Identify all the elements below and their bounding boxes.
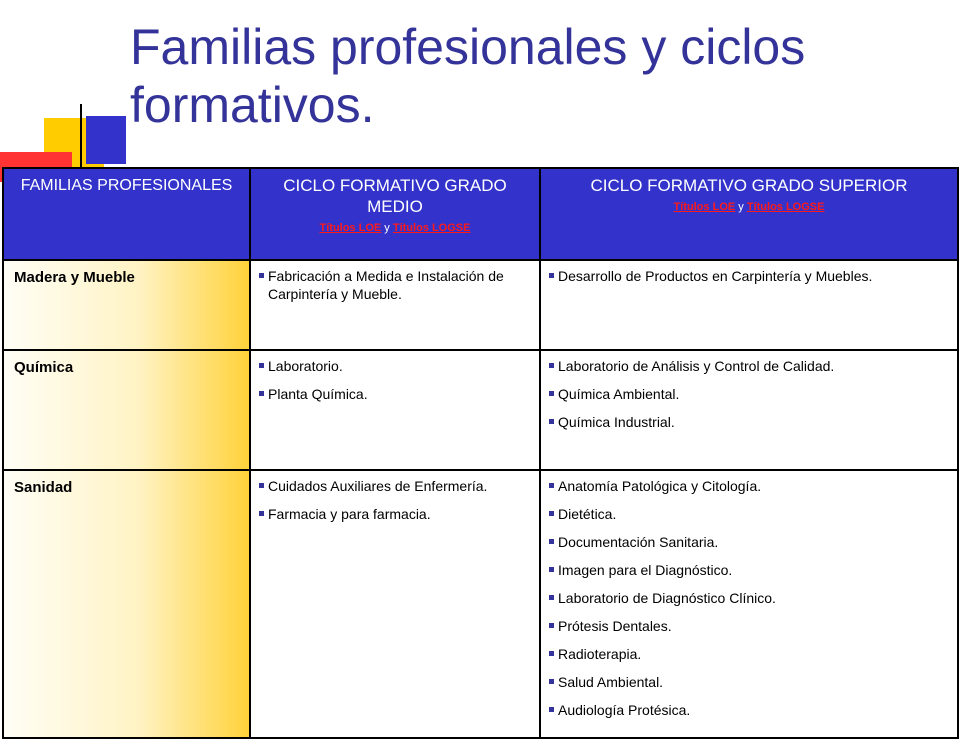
header-medium-label: CICLO FORMATIVO GRADO MEDIO — [283, 176, 507, 216]
header-superior — [540, 168, 958, 260]
medium-cell — [250, 260, 540, 350]
cycles-table — [2, 167, 959, 739]
links-separator: y — [738, 201, 744, 213]
list-item: Laboratorio de Diagnóstico Clínico. — [549, 589, 949, 607]
list-item: Prótesis Dentales. — [549, 617, 949, 635]
list-item: Química Ambiental. — [549, 385, 949, 403]
table-row — [3, 260, 958, 350]
table-row — [3, 470, 958, 738]
table-header-row — [3, 168, 958, 260]
link-titulos-loe-superior[interactable]: Títulos LOE — [673, 201, 736, 213]
header-medium-links — [257, 221, 533, 235]
list-item: Farmacia y para farmacia. — [259, 505, 531, 523]
superior-cell — [540, 470, 958, 738]
list-item: Fabricación a Medida e Instalación de Carpintería y Mueble. — [259, 267, 531, 303]
slide-title: Familias profesionales y ciclos formativos. — [130, 19, 806, 133]
header-families-label: FAMILIAS PROFESIONALES — [20, 177, 233, 194]
list-item: Documentación Sanitaria. — [549, 533, 949, 551]
decor-blue-square — [86, 116, 126, 164]
list-item: Planta Química. — [259, 385, 531, 403]
medium-cell — [250, 350, 540, 470]
link-titulos-logse-superior[interactable]: Títulos LOGSE — [746, 201, 825, 213]
list-item: Anatomía Patológica y Citología. — [549, 477, 949, 495]
links-separator: y — [384, 222, 390, 234]
list-item: Laboratorio de Análisis y Control de Calidad. — [549, 357, 949, 375]
list-item: Radioterapia. — [549, 645, 949, 663]
superior-cell — [540, 350, 958, 470]
superior-cell — [540, 260, 958, 350]
header-families — [3, 168, 250, 260]
list-item: Química Industrial. — [549, 413, 949, 431]
list-item: Dietética. — [549, 505, 949, 523]
header-superior-links — [547, 200, 951, 214]
table-row — [3, 350, 958, 470]
list-item: Salud Ambiental. — [549, 673, 949, 691]
medium-cell — [250, 470, 540, 738]
header-superior-label: CICLO FORMATIVO GRADO SUPERIOR — [590, 176, 908, 195]
list-item: Audiología Protésica. — [549, 701, 949, 719]
family-cell: Química — [3, 350, 250, 470]
list-item: Imagen para el Diagnóstico. — [549, 561, 949, 579]
family-cell: Madera y Mueble — [3, 260, 250, 350]
link-titulos-loe-medium[interactable]: Títulos LOE — [319, 222, 382, 234]
list-item: Desarrollo de Productos en Carpintería y Muebles. — [549, 267, 949, 285]
link-titulos-logse-medium[interactable]: Títulos LOGSE — [392, 222, 471, 234]
list-item: Laboratorio. — [259, 357, 531, 375]
header-medium — [250, 168, 540, 260]
family-cell: Sanidad — [3, 470, 250, 738]
list-item: Cuidados Auxiliares de Enfermería. — [259, 477, 531, 495]
